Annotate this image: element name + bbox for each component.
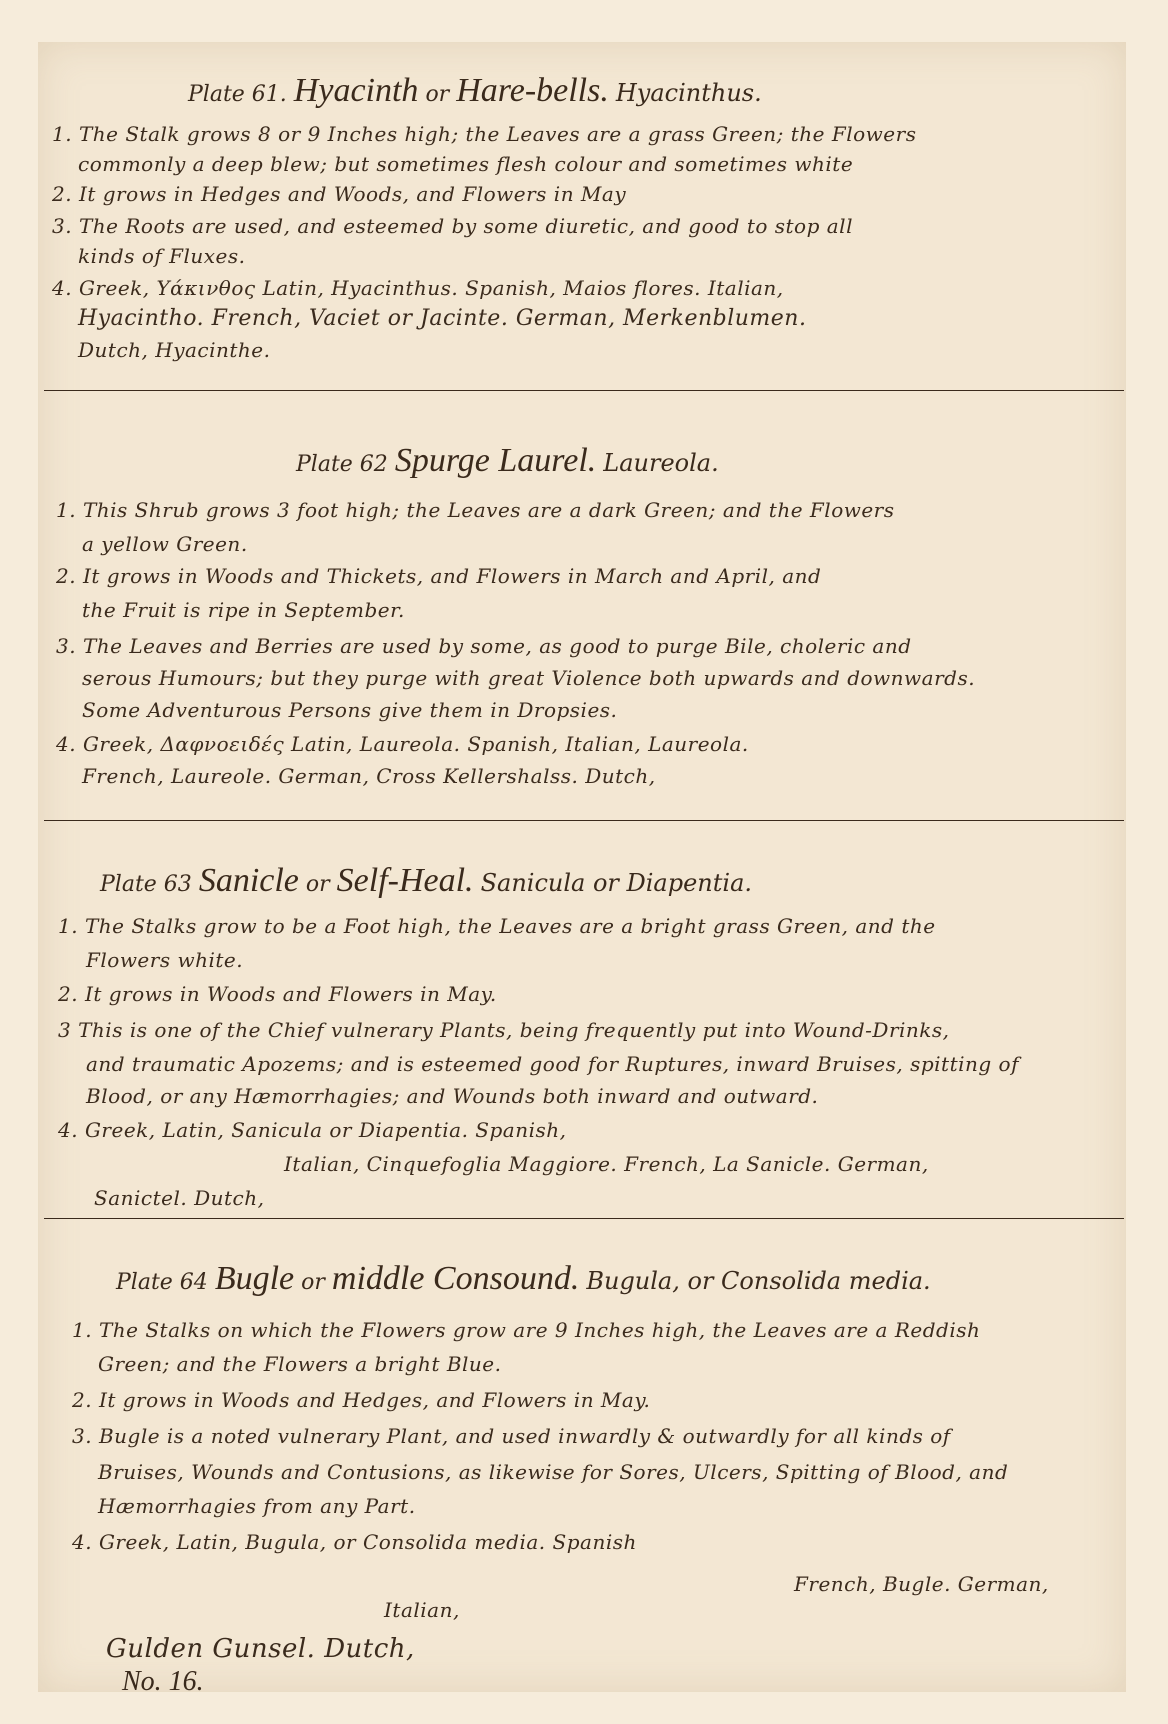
plate-62-title-prefix: Plate 62: [296, 452, 388, 477]
divider-1: [44, 390, 1124, 391]
plate-64-line-4: 3. Bugle is a noted vulnerary Plant, and used inwardly & outwardly for all kinds of: [72, 1424, 951, 1448]
plate-64-line-9: Italian,: [384, 1598, 460, 1622]
plate-62-line-6: serous Humours; but they purge with great Violence both upwards and downwards.: [82, 666, 976, 690]
plate-64-title: [116, 1260, 931, 1298]
plate-61-title-main: Hyacinth: [293, 72, 419, 109]
divider-2: [44, 820, 1124, 821]
plate-61-line-2: commonly a deep blew; but sometimes flesh colour and sometimes white: [78, 152, 854, 176]
plate-62-line-2: a yellow Green.: [82, 532, 248, 556]
plate-62-title-main: Spurge Laurel.: [394, 442, 597, 479]
plate-62-line-5: 3. The Leaves and Berries are used by some, as good to purge Bile, choleric and: [56, 634, 912, 658]
plate-62-title-latin: Laureola.: [603, 449, 719, 477]
plate-62-line-4: the Fruit is ripe in September.: [82, 598, 405, 622]
plate-63-title-prefix: Plate 63: [100, 872, 192, 897]
plate-63-line-1: 1. The Stalks grow to be a Foot high, the Leaves are a bright grass Green, and the: [58, 914, 936, 938]
plate-61-title-or: or: [425, 82, 450, 107]
plate-64-line-2: Green; and the Flowers a bright Blue.: [98, 1352, 502, 1376]
plate-61-line-8: Dutch, Hyacinthe.: [78, 338, 271, 362]
plate-61-line-6: 4. Greek, Υάκινθος Latin, Hyacinthus. Spanish, Maios flores. Italian,: [52, 276, 784, 300]
plate-64-line-10: Gulden Gunsel. Dutch,: [106, 1634, 415, 1664]
plate-61-title-latin: Hyacinthus.: [615, 79, 762, 107]
plate-61-title: [188, 72, 762, 110]
plate-number: No. 16.: [122, 1666, 204, 1697]
plate-63-title: [100, 862, 752, 900]
engraved-page: [38, 42, 1126, 1697]
plate-62-title: [296, 442, 719, 480]
plate-64-title-alt: middle Consound.: [331, 1260, 580, 1297]
plate-64-title-prefix: Plate 64: [116, 1270, 208, 1295]
plate-62-line-3: 2. It grows in Woods and Thickets, and Flowers in March and April, and: [56, 564, 822, 588]
plate-63-line-3: 2. It grows in Woods and Flowers in May.: [58, 982, 497, 1006]
plate-63-title-main: Sanicle: [198, 862, 299, 899]
plate-61-line-7: Hyacintho. French, Vaciet or Jacinte. German, Merkenblumen.: [78, 306, 807, 331]
plate-62-line-1: 1. This Shrub grows 3 foot high; the Leaves are a dark Green; and the Flowers: [56, 498, 895, 522]
plate-61-line-3: 2. It grows in Hedges and Woods, and Flowers in May: [52, 182, 627, 206]
plate-61-line-4: 3. The Roots are used, and esteemed by some diuretic, and good to stop all: [52, 214, 853, 238]
plate-61-title-prefix: Plate 61.: [188, 82, 287, 107]
plate-64-line-5: Bruises, Wounds and Contusions, as likewise for Sores, Ulcers, Spitting of Blood, and: [98, 1460, 1009, 1484]
plate-61-line-1: 1. The Stalk grows 8 or 9 Inches high; the Leaves are a grass Green; the Flowers: [52, 122, 917, 146]
plate-64-line-7: 4. Greek, Latin, Bugula, or Consolida media. Spanish: [72, 1530, 637, 1554]
plate-63-line-9: Sanictel. Dutch,: [94, 1186, 265, 1210]
plate-63-title-alt: Self-Heal.: [336, 862, 474, 899]
plate-63-title-latin: Sanicula or Diapentia.: [480, 869, 753, 897]
plate-62-line-7: Some Adventurous Persons give them in Dropsies.: [82, 698, 618, 722]
plate-64-title-latin: Bugula, or Consolida media.: [586, 1267, 931, 1295]
plate-63-line-4: 3 This is one of the Chief vulnerary Plants, being frequently put into Wound-Drinks,: [58, 1018, 950, 1042]
divider-3: [44, 1218, 1124, 1219]
plate-63-line-7: 4. Greek, Latin, Sanicula or Diapentia. Spanish,: [58, 1118, 567, 1142]
plate-64-title-main: Bugle: [214, 1260, 295, 1297]
plate-64-line-8: French, Bugle. German,: [794, 1572, 1049, 1596]
plate-64-line-3: 2. It grows in Woods and Hedges, and Flowers in May.: [72, 1388, 651, 1412]
plate-63-line-8: Italian, Cinquefoglia Maggiore. French, La Sanicle. German,: [284, 1152, 929, 1176]
plate-63-line-5: and traumatic Apozems; and is esteemed good for Ruptures, inward Bruises, spitting of: [86, 1052, 1019, 1076]
plate-63-title-or: or: [305, 872, 330, 897]
plate-63-line-2: Flowers white.: [86, 948, 244, 972]
plate-64-line-6: Hæmorrhagies from any Part.: [98, 1494, 416, 1518]
plate-64-title-or: or: [301, 1270, 325, 1295]
plate-63-line-6: Blood, or any Hæmorrhagies; and Wounds both inward and outward.: [86, 1084, 819, 1108]
plate-61-title-alt: Hare-bells.: [456, 72, 609, 109]
plate-62-line-9: French, Laureole. German, Cross Kellershalss. Dutch,: [82, 764, 656, 788]
plate-64-line-1: 1. The Stalks on which the Flowers grow are 9 Inches high, the Leaves are a Reddish: [72, 1318, 981, 1342]
plate-62-line-8: 4. Greek, Δαφνοειδές Latin, Laureola. Spanish, Italian, Laureola.: [56, 732, 749, 756]
plate-61-line-5: kinds of Fluxes.: [78, 244, 246, 268]
